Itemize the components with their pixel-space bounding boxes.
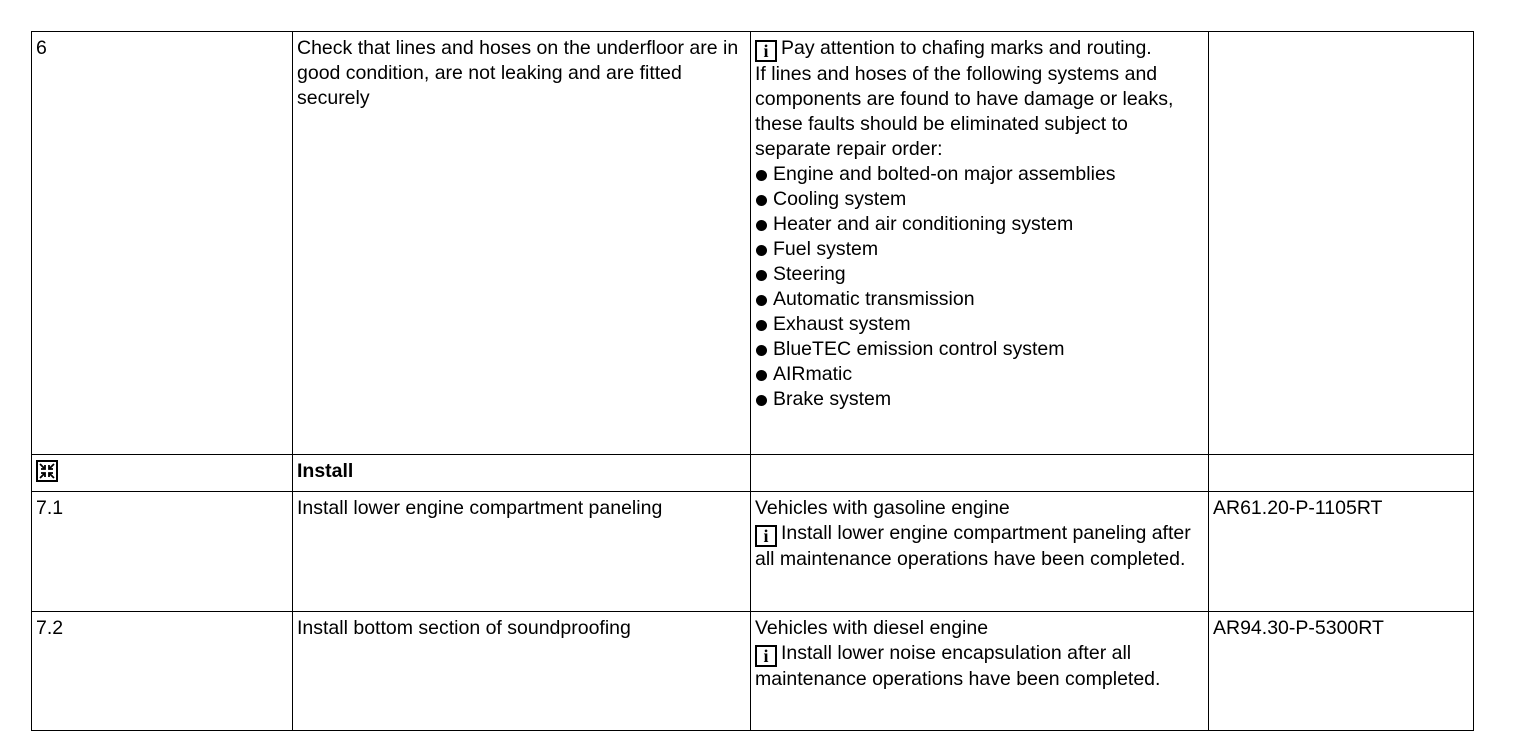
empty-cell: [751, 455, 1209, 492]
section-icon-cell: [32, 455, 293, 492]
list-item: Fuel system: [755, 237, 1204, 262]
step-reference-cell: [1209, 32, 1474, 455]
step-notes-cell: [751, 492, 1209, 612]
systems-list: [755, 162, 1204, 412]
step-number: 7.2: [36, 617, 64, 639]
step-reference: AR94.30-P-5300RT: [1213, 617, 1384, 639]
step-note-text: Install lower noise encapsulation after all maintenance operations have been completed.: [755, 642, 1161, 690]
list-item: Exhaust system: [755, 312, 1204, 337]
step-number: 6: [36, 37, 47, 59]
list-item: Cooling system: [755, 187, 1204, 212]
table-row-step-6: [32, 32, 1474, 455]
step-reference: AR61.20-P-1105RT: [1213, 497, 1383, 519]
table-row-step-7-2: [32, 612, 1474, 731]
step-notes-cell: [751, 32, 1209, 455]
list-item: AIRmatic: [755, 362, 1204, 387]
list-item: Brake system: [755, 387, 1204, 412]
section-title-cell: [293, 455, 751, 492]
empty-cell: [1209, 455, 1474, 492]
list-item: Engine and bolted-on major assemblies: [755, 162, 1204, 187]
table-row-step-7-1: [32, 492, 1474, 612]
step-condition-text: Vehicles with diesel engine: [755, 617, 989, 639]
info-icon: i: [755, 40, 777, 62]
step-number-cell: [32, 492, 293, 612]
maintenance-steps-table: [31, 31, 1474, 731]
section-title: Install: [297, 460, 354, 482]
step-action-text: Check that lines and hoses on the underfloor are in good condition, are not leaking and are fitted securely: [297, 37, 739, 109]
step-action-cell: [293, 492, 751, 612]
step-action-text: Install bottom section of soundproofing: [297, 617, 631, 639]
install-arrows-icon: [36, 460, 58, 482]
step-detail-text: If lines and hoses of the following systems and components are found to have damage or leaks, these faults should be eliminated subject to separate repair order:: [755, 63, 1174, 160]
step-number: 7.1: [36, 497, 64, 519]
step-reference-cell: [1209, 492, 1474, 612]
list-item: Steering: [755, 262, 1204, 287]
step-number-cell: [32, 32, 293, 455]
list-item: Automatic transmission: [755, 287, 1204, 312]
list-item: BlueTEC emission control system: [755, 337, 1204, 362]
info-icon: i: [755, 645, 777, 667]
step-note-text: Install lower engine compartment paneling after all maintenance operations have been completed.: [755, 522, 1191, 570]
step-note-text: Pay attention to chafing marks and routing.: [781, 37, 1152, 59]
step-action-text: Install lower engine compartment paneling: [297, 497, 663, 519]
step-number-cell: [32, 612, 293, 731]
step-action-cell: [293, 612, 751, 731]
info-icon: i: [755, 525, 777, 547]
step-action-cell: [293, 32, 751, 455]
table-row-install-header: [32, 455, 1474, 492]
step-reference-cell: [1209, 612, 1474, 731]
step-condition-text: Vehicles with gasoline engine: [755, 497, 1010, 519]
list-item: Heater and air conditioning system: [755, 212, 1204, 237]
step-notes-cell: [751, 612, 1209, 731]
